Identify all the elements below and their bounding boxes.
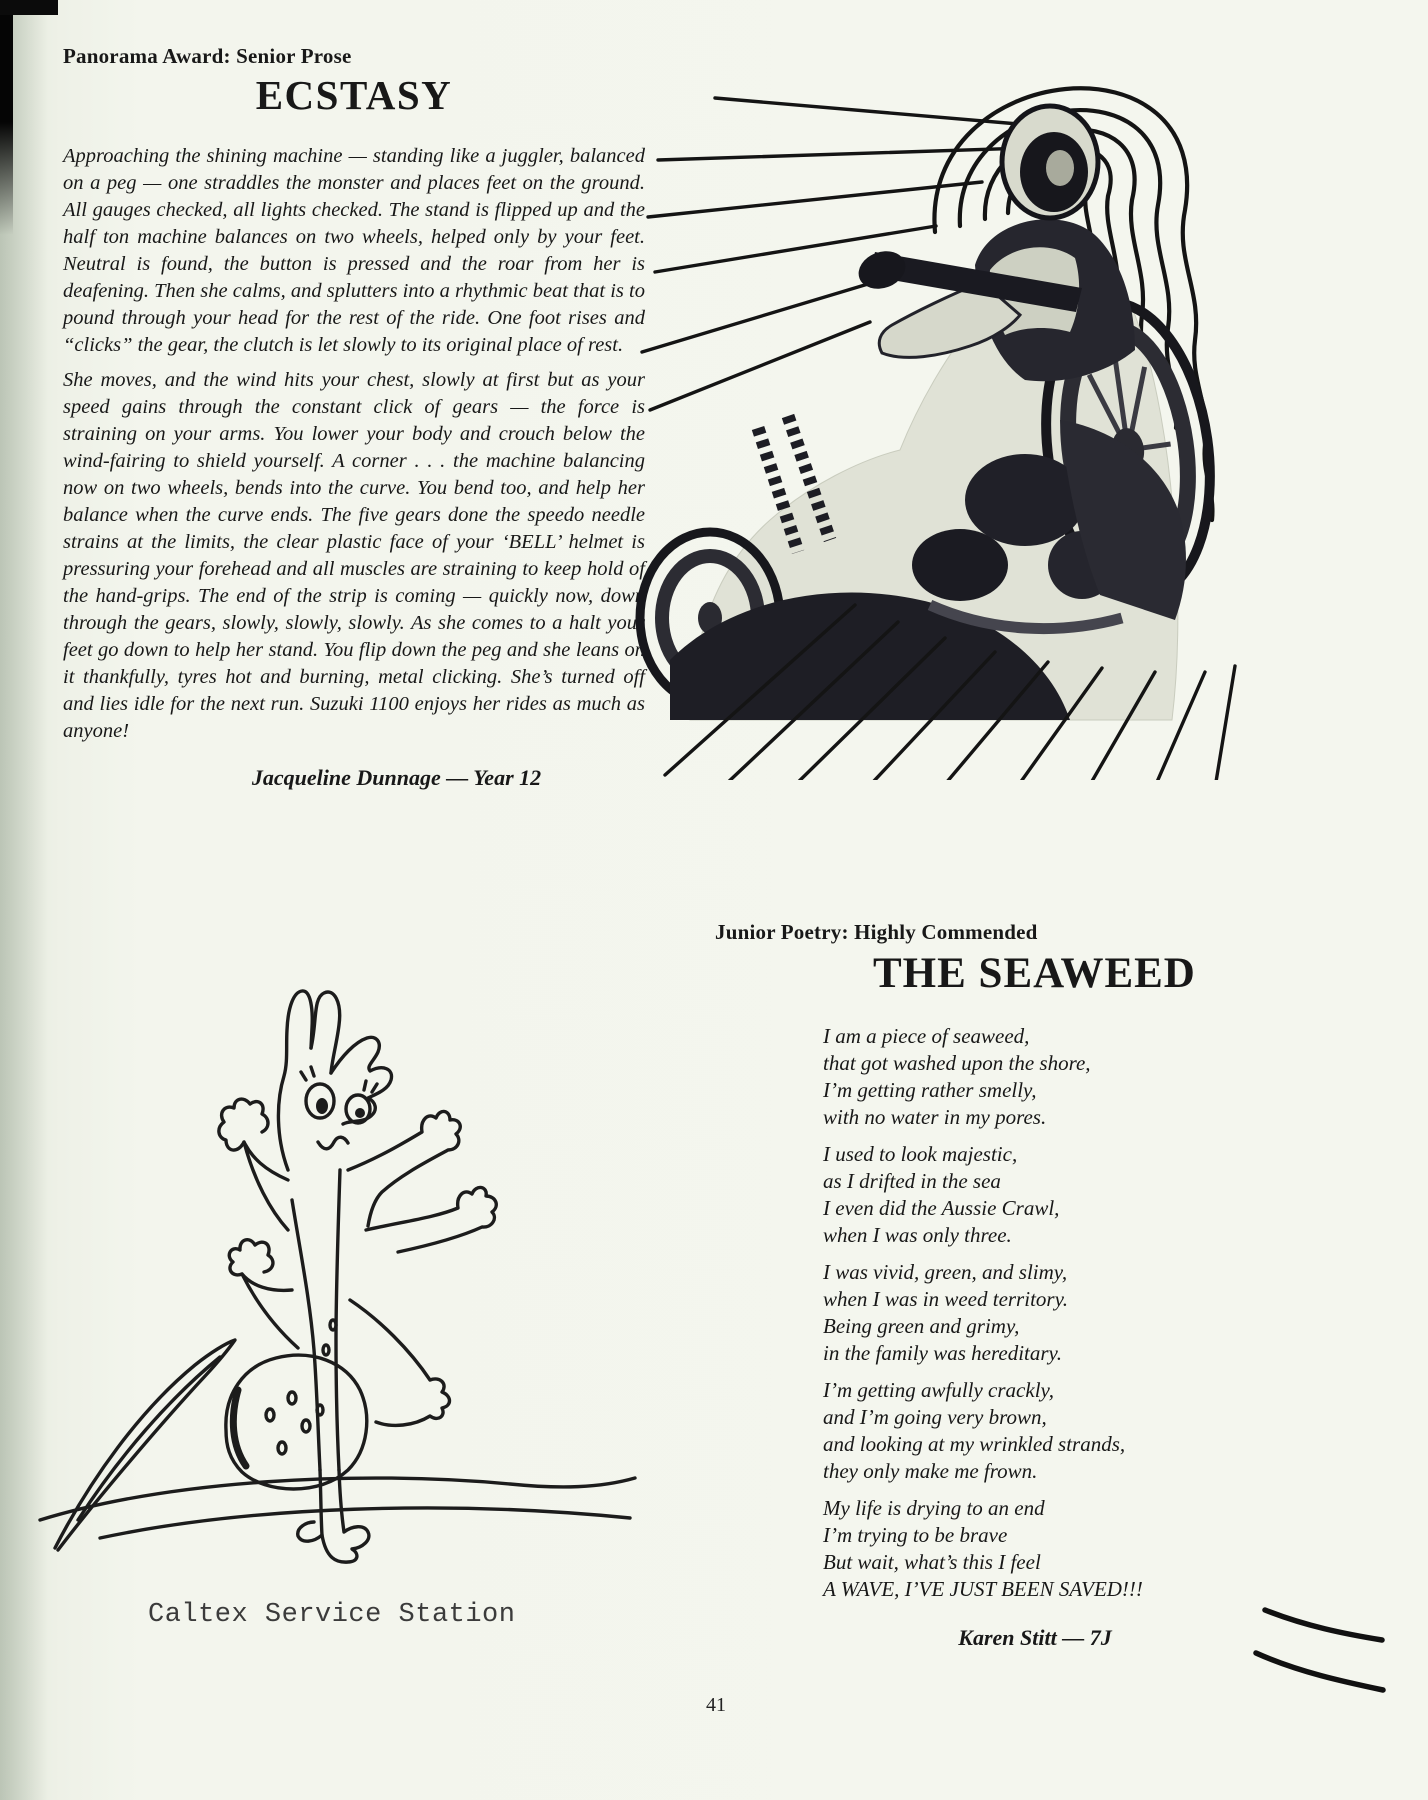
poem-line: I’m getting awfully crackly, <box>823 1378 1054 1402</box>
poem-line: I was vivid, green, and slimy, <box>823 1260 1068 1284</box>
junior-poetry-section <box>715 920 1315 1651</box>
poem-stanza-5 <box>823 1495 1315 1603</box>
poem-line: I’m trying to be brave <box>823 1523 1008 1547</box>
prose-award-label: Panorama Award: Senior Prose <box>63 44 352 68</box>
poem-attribution: Karen Stitt — 7J <box>958 1625 1112 1650</box>
senior-prose-section <box>63 44 645 791</box>
scan-corner-mark <box>0 0 58 15</box>
poem-line: I even did the Aussie Crawl, <box>823 1196 1060 1220</box>
poem-line: I’m getting rather smelly, <box>823 1078 1037 1102</box>
seaweed-caption: Caltex Service Station <box>148 1600 516 1630</box>
scan-black-edge <box>0 0 13 235</box>
poem-line: My life is drying to an end <box>823 1496 1045 1520</box>
prose-paragraph-1: Approaching the shining machine — standing like a juggler, balanced on a peg — one straddles the monster and places feet on the ground. All gauges checked, all lights checked. The stand is flipped up and the half ton machine balances on two wheels, helped only by your feet. Neutral is found, the button is pressed and the roar from her is deafening. Then she calms, and splutters into a rhythmic beat that is to pound through your head for the rest of the ride. One foot rises and “clicks” the gear, the clutch is let slowly to its original place of rest. <box>63 145 645 356</box>
poem-title: THE SEAWEED <box>873 950 1196 997</box>
poem-stanza-3 <box>823 1259 1315 1367</box>
page-number: 41 <box>706 1694 726 1716</box>
prose-attribution: Jacqueline Dunnage — Year 12 <box>251 765 542 790</box>
motorcycle-illustration <box>630 20 1242 780</box>
poem-line: as I drifted in the sea <box>823 1169 1001 1193</box>
seaweed-illustration <box>30 870 650 1570</box>
poem-line: Being green and grimy, <box>823 1314 1020 1338</box>
poem-line: I used to look majestic, <box>823 1142 1018 1166</box>
poem-line: But wait, what’s this I feel <box>823 1550 1041 1574</box>
poem-line: they only make me frown. <box>823 1459 1038 1483</box>
poem-line: that got washed upon the shore, <box>823 1051 1091 1075</box>
poetry-award-label: Junior Poetry: Highly Commended <box>715 920 1038 944</box>
poem-line: when I was only three. <box>823 1223 1012 1247</box>
prose-title: ECSTASY <box>255 72 453 118</box>
poem-line: I am a piece of seaweed, <box>823 1024 1030 1048</box>
motorcycle-rider-drawing <box>630 20 1242 780</box>
poem-line: A WAVE, I’VE JUST BEEN SAVED!!! <box>823 1577 1143 1601</box>
rider-helmet <box>1002 106 1098 218</box>
poem-line: and looking at my wrinkled strands, <box>823 1432 1126 1456</box>
seaweed-cartoon-drawing <box>30 870 650 1570</box>
poem-line: with no water in my pores. <box>823 1105 1047 1129</box>
poem-stanza-4 <box>823 1377 1315 1485</box>
poem-line: and I’m going very brown, <box>823 1405 1047 1429</box>
poem-line: when I was in weed territory. <box>823 1287 1068 1311</box>
pen-squiggle-marks <box>1250 1598 1400 1703</box>
prose-paragraph-2: She moves, and the wind hits your chest, slowly at first but as your speed gains through the constant click of gears — the force is straining on your arms. You lower your body and crouch below the wind-fairing to shield yourself. A corner . . . the machine balancing now on two wheels, bends into the curve. You bend too, and help her balance when the curve ends. The five gears done the speedo needle strains at the limits, the clear plastic face of your ‘BELL’ helmet is pressuring your forehead and all muscles are straining to keep hold of the hand-grips. The end of the strip is coming — quickly now, down through the gears, slowly, slowly, slowly. As she comes to a halt your feet go down to help her stand. You flip down the peg and she leans on it thankfully, tyres hot and burning, metal clicking. She’s turned off and lies idle for the next run. Suzuki 1100 enjoys her rides as much as anyone! <box>63 369 645 742</box>
seaweed-pupils <box>316 1098 365 1118</box>
poem-stanza-1 <box>823 1023 1315 1131</box>
poem-line: in the family was hereditary. <box>823 1341 1062 1365</box>
poem-stanza-2 <box>823 1141 1315 1249</box>
